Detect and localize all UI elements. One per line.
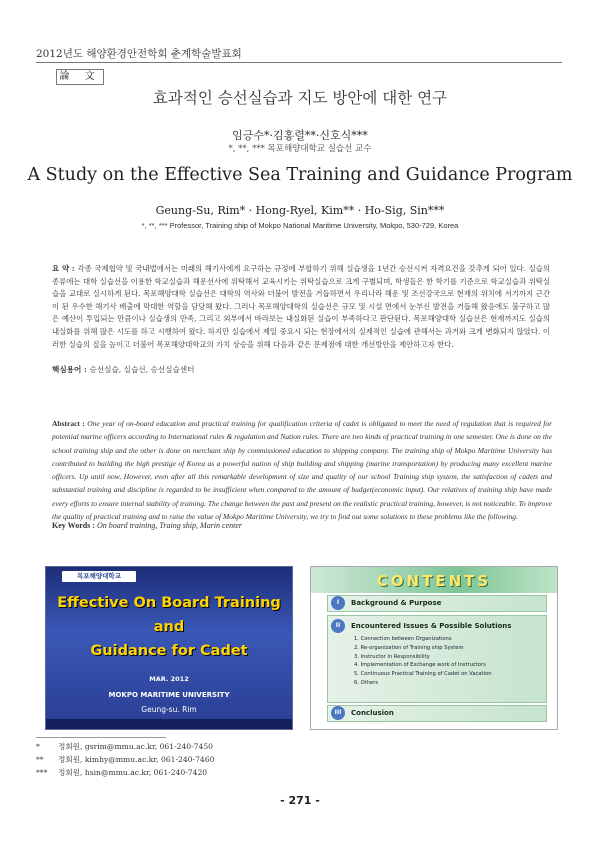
contents-item: 5. Continuous Practical Training of Cadet on Vacation	[354, 671, 492, 678]
slide-footer-bar	[46, 719, 292, 729]
korean-keywords-text: 승선실습, 실습선, 승선실습센터	[89, 365, 195, 374]
header-rule	[36, 62, 562, 63]
korean-abstract-lead: 요 약 :	[52, 264, 78, 273]
footnote	[36, 767, 207, 778]
contents-section-3	[327, 705, 547, 722]
title-slide-image	[45, 566, 293, 730]
contents-item: 6. Others	[354, 679, 379, 686]
contents-slide-image	[310, 566, 558, 730]
footnote-mark: *	[36, 742, 40, 751]
section-number-badge: II	[331, 619, 345, 633]
english-keywords-text: On board training, Traing ship, Marin center	[96, 521, 243, 530]
slide-university: MOKPO MARITIME UNIVERSITY	[108, 691, 230, 699]
english-abstract	[52, 417, 552, 523]
korean-authors: 임긍수*·김홍렬**·신호식***	[232, 129, 368, 142]
english-title: A Study on the Effective Sea Training and Guidance Program	[27, 165, 573, 185]
contents-section-2	[327, 615, 547, 703]
footnote-rule	[36, 737, 166, 738]
slide-presenter: Geung-su. Rim	[141, 705, 197, 714]
section-number-badge: III	[331, 706, 345, 720]
footnote-text: 정회원, kimhy@mmu.ac.kr, 061-240-7460	[58, 755, 215, 764]
conference-header: 2012년도 해양환경안전학회 춘계학술발표회	[36, 48, 242, 60]
slide-title-line2: and	[153, 619, 185, 635]
paper-type-label: 論 文	[56, 69, 104, 85]
korean-keywords	[52, 364, 194, 375]
contents-section-1	[327, 595, 547, 612]
page-number: - 271 -	[280, 794, 320, 807]
contents-item: 3. Instructor in Responsibility	[354, 653, 430, 660]
contents-title: CONTENTS	[376, 572, 492, 590]
section-number-badge: I	[331, 596, 345, 610]
korean-keywords-label: 핵심용어 :	[52, 365, 90, 374]
contents-item: 2. Re-organization of Training ship System	[354, 644, 464, 651]
english-keywords-label: Key Words :	[52, 521, 97, 530]
korean-affiliation: *, **, *** 목포해양대학교 실습선 교수	[228, 144, 372, 154]
contents-item: 1. Connection between Organizations	[354, 636, 452, 642]
english-authors: Geung-Su, Rim* · Hong-Ryel, Kim** · Ho-Sig, Sin***	[155, 204, 445, 217]
footnote-text: 정회원, gsrim@mmu.ac.kr, 061-240-7450	[58, 742, 214, 751]
section-label: Encountered Issues & Possible Solutions	[351, 622, 512, 630]
english-keywords	[52, 521, 242, 530]
footnote	[36, 754, 214, 765]
footnote-text: 정회원, hsin@mmu.ac.kr, 061-240-7420	[58, 768, 208, 777]
section-label: Background & Purpose	[351, 599, 442, 607]
slide-title-line3: Guidance for Cadet	[90, 643, 248, 659]
korean-title: 효과적인 승선실습과 지도 방안에 대한 연구	[152, 89, 448, 107]
footnote-mark: ***	[36, 768, 48, 777]
section-label: Conclusion	[351, 709, 394, 717]
university-logo: 목포해양대학교	[62, 571, 136, 582]
english-abstract-lead: Abstract :	[52, 419, 88, 428]
slide-title-line1: Effective On Board Training	[57, 595, 281, 611]
footnote-mark: **	[36, 755, 44, 764]
korean-abstract-text: 각종 국제협약 및 국내법에서는 미래의 해기사에게 요구하는 규정에 부합하기 위해 실습생을 1년간 승선시켜 자격요건을 갖추게 되어 있다. 실습의 종류에는 대학 실습선을 이용한 학교실습과 해운선사에 위탁해서 교육시키는 위탁실습으로 크게 구별되며, 학생들은 한 학기를 기준으로 학교실습과 위탁실습을 교대로 실시하게 된다. 목포해양대학 실습선은 대학의 역사와 더불어 발전을 거듭하면서 우리나라 해운 및 조선강국으로 현재의 위치에 서기까지 근간이 된 우수한 해기사 배출에 막대한 역할을 담당해 왔다. 그러나 목포해양대학의 실습선은 규모 및 시설 면에서 눈부신 발전을 거듭해 왔음에도 불구하고 많은 예산이 투입되는 만큼이나 실습생의 만족, 그리고 외부에서 바라보는 내실화된 실습이 부족하다고 판단된다. 목포해양대학 실습선은 현재까지도 실습의 내실화를 위해 많은 시도를 하고 시행하여 왔다. 하지만 실습에서 제일 중요시 되는 현장에서의 실제적인 실습에 관해서는 과거와 크게 변화되지 않았다. 이러한 실습의 질을 높이고 더불어 목포해양대학교의 가치 상승을 위해 다음과 같은 문제점에 대한 개선방안을 제안하고자 한다.	[52, 264, 550, 349]
english-abstract-text: One year of on-board education and practical training for qualification criteria of cadet is obligated to meet the need of regulation that is required for potential marine officers according to International rules & regulation and Nation rules. There are two kinds of practical training in one semester. One is done on the school training ship and the other is done on merchant ship by commissioned education to shipping company. The training ship of Mokpo Maritime University has contributed to building the high prestige of Korea as a powerful nation of ship building and shipping (marine transportation) by producing many excellent marine officers. Up until now, However, even after all this remarkable development of size and quality of our school Training ship system, the satisfaction of cadets and substantial training and discipline is regarded to be insufficient when compared to the amount of budget(economic input). Our relatives of training ship have made every efforts to ensure internal stability of training. The change between the past and present on the realistic practical training, however, is not noticeable. To improve the quality of practical training and to raise the value of Mokpo Maritime University, we try to find out some solutions to these problems like the following.	[52, 419, 552, 522]
contents-item: 4. Implementation of Exchange work of Instructors	[354, 662, 486, 669]
korean-abstract	[52, 263, 550, 351]
footnote	[36, 741, 213, 752]
slide-date: MAR. 2012	[149, 675, 189, 683]
english-affiliation: *, **, *** Professor, Training ship of Mokpo National Maritime University, Mokpo, 530-729, Korea	[141, 221, 459, 230]
